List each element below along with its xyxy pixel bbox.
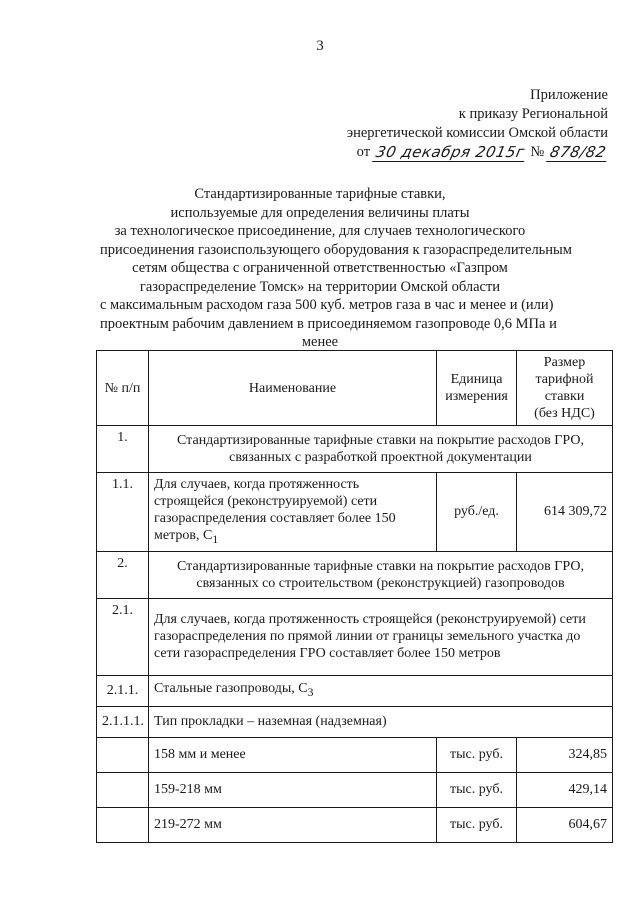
title-line: проектным рабочим давлением в присоединяемом газопроводе 0,6 МПа и	[100, 315, 557, 332]
appendix-line-3: энергетической комиссии Омской области	[346, 125, 608, 141]
document-title	[100, 185, 572, 352]
title-line: используемые для определения величины платы	[170, 204, 470, 221]
row-number: 2.1.	[97, 598, 149, 675]
header-number: № п/п	[97, 351, 149, 426]
header-unit-line: измерения	[445, 389, 508, 404]
row-name: 159-218 мм	[149, 772, 437, 807]
title-line: присоединения газоиспользующего оборудования к газораспределительным	[100, 241, 572, 258]
row-number	[97, 807, 149, 842]
row-name	[149, 473, 437, 552]
row-name: 158 мм и менее	[149, 737, 437, 772]
row-value: 324,85	[517, 737, 613, 772]
header-rate	[517, 351, 613, 426]
title-line: Стандартизированные тарифные ставки,	[194, 186, 446, 202]
row-section-text	[149, 675, 613, 706]
row-number: 2.1.1.1.	[97, 706, 149, 737]
row-unit: тыс. руб.	[437, 807, 517, 842]
row-value: 614 309,72	[517, 473, 613, 552]
header-rate-line: (без НДС)	[534, 406, 595, 421]
header-rate-line: тарифной	[535, 372, 594, 387]
row-value: 429,14	[517, 772, 613, 807]
header-unit-line: Единица	[450, 372, 503, 387]
row-section-text: Для случаев, когда протяженность строящейся (реконструируемой) сети газораспределения по прямой линии от границы земельного участка до сети газораспределения ГРО составляет более 150 метров	[149, 598, 613, 675]
header-rate-line: ставки	[544, 389, 585, 404]
row-name-text: Для случаев, когда протяженность строящейся (реконструируемой) сети газораспределения составляет более 150 метров, С	[154, 477, 396, 543]
table-row	[97, 772, 613, 807]
row-number	[97, 772, 149, 807]
row-section-text: Тип прокладки – наземная (надземная)	[149, 706, 613, 737]
table-row	[97, 675, 613, 706]
table-row	[97, 807, 613, 842]
title-line: сетям общества с ограниченной ответственностью «Газпром	[132, 260, 508, 276]
row-unit: руб./ед.	[437, 473, 517, 552]
handwritten-date: 30 декабря 2015г	[372, 144, 528, 162]
page-number: 3	[316, 38, 324, 54]
table-row	[97, 426, 613, 473]
row-value: 604,67	[517, 807, 613, 842]
table-row	[97, 598, 613, 675]
row-name-text: Стальные газопроводы, С	[154, 681, 308, 697]
row-name-subscript: 3	[307, 686, 314, 700]
number-label: №	[530, 144, 545, 160]
row-number: 1.	[97, 426, 149, 473]
from-label: от	[356, 144, 371, 160]
row-number: 2.	[97, 551, 149, 598]
row-unit: тыс. руб.	[437, 772, 517, 807]
table-row	[97, 737, 613, 772]
title-line: газораспределение Томск» на территории Омской области	[139, 278, 501, 295]
tariff-table	[96, 350, 613, 843]
table-row	[97, 551, 613, 598]
order-date-number-line	[308, 143, 608, 162]
row-number: 2.1.1.	[97, 675, 149, 706]
row-unit: тыс. руб.	[437, 737, 517, 772]
header-name: Наименование	[149, 351, 437, 426]
title-line: за технологическое присоединение, для случаев технологического	[114, 223, 526, 239]
row-name-subscript: 1	[212, 532, 219, 546]
appendix-line-2: к приказу Региональной	[458, 106, 608, 122]
row-name: 219-272 мм	[149, 807, 437, 842]
row-section-text: Стандартизированные тарифные ставки на покрытие расходов ГРО, связанных с разработкой проектной документации	[149, 426, 613, 473]
header-rate-line: Размер	[543, 355, 586, 370]
handwritten-order-number: 878/82	[546, 144, 610, 162]
row-section-text: Стандартизированные тарифные ставки на покрытие расходов ГРО, связанных со строительством (реконструкцией) газопроводов	[149, 551, 613, 598]
row-number: 1.1.	[97, 473, 149, 552]
table-header-row	[97, 351, 613, 426]
appendix-block	[308, 86, 608, 162]
title-line: менее	[301, 334, 339, 350]
header-unit	[437, 351, 517, 426]
table-row	[97, 473, 613, 552]
table-row	[97, 706, 613, 737]
appendix-line-1: Приложение	[530, 87, 608, 103]
title-line: с максимальным расходом газа 500 куб. метров газа в час и менее и (или)	[100, 297, 554, 313]
row-number	[97, 737, 149, 772]
